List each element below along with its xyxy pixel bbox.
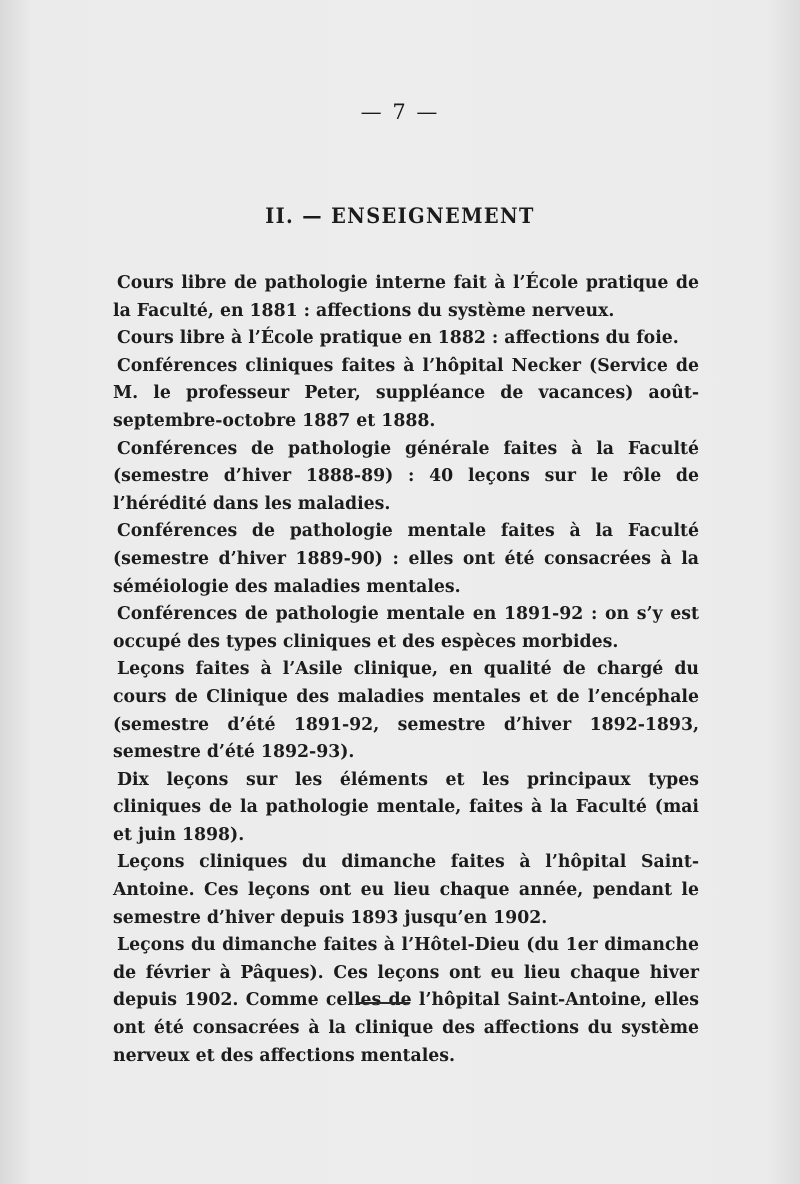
paragraph: Leçons faites à l’Asile clinique, en qualité de chargé du cours de Clinique des maladies mentales et de l’encéphale (semestre d’été 1891-92, semestre d’hiver 1892-1893, semestre d’été 1892-93).	[113, 659, 699, 763]
paragraph: Leçons du dimanche faites à l’Hôtel-Dieu (du 1er dimanche de février à Pâques). Ces leçons ont eu lieu chaque hiver depuis 1902. Comme celles de l’hôpital Saint-Antoine, elles ont été consacrées à la clinique des affections du système nerveux et des affections mentales.	[113, 935, 699, 1066]
paragraph: Cours libre de pathologie interne fait à l’École pratique de la Faculté, en 1881 : affections du système nerveux.	[113, 273, 699, 321]
paragraph: Cours libre à l’École pratique en 1882 : affections du foie.	[117, 328, 679, 349]
paragraph: Conférences cliniques faites à l’hôpital Necker (Service de M. le professeur Peter, suppléance de vacances) août-septembre-octobre 1887 et 1888.	[113, 355, 699, 431]
paragraph: Dix leçons sur les éléments et les principaux types cliniques de la pathologie mentale, faites à la Faculté (mai et juin 1898).	[113, 769, 699, 845]
section-title: II. — ENSEIGNEMENT	[265, 203, 535, 228]
paragraph: Conférences de pathologie générale faites à la Faculté (semestre d’hiver 1888-89) : 40 leçons sur le rôle de l’hérédité dans les maladies.	[113, 438, 699, 514]
paragraph: Leçons cliniques du dimanche faites à l’hôpital Saint-Antoine. Ces leçons ont eu lieu chaque année, pendant le semestre d’hiver depuis 1893 jusqu’en 1902.	[113, 852, 699, 928]
paragraph: Conférences de pathologie mentale faites à la Faculté (semestre d’hiver 1889-90) : elles ont été consacrées à la séméiologie des maladies mentales.	[113, 521, 699, 597]
divider-rule	[356, 1002, 410, 1004]
body-text	[113, 270, 699, 1070]
page-number: — 7 —	[360, 100, 440, 124]
paragraph: Conférences de pathologie mentale en 1891-92 : on s’y est occupé des types cliniques et des espèces morbides.	[113, 604, 699, 652]
